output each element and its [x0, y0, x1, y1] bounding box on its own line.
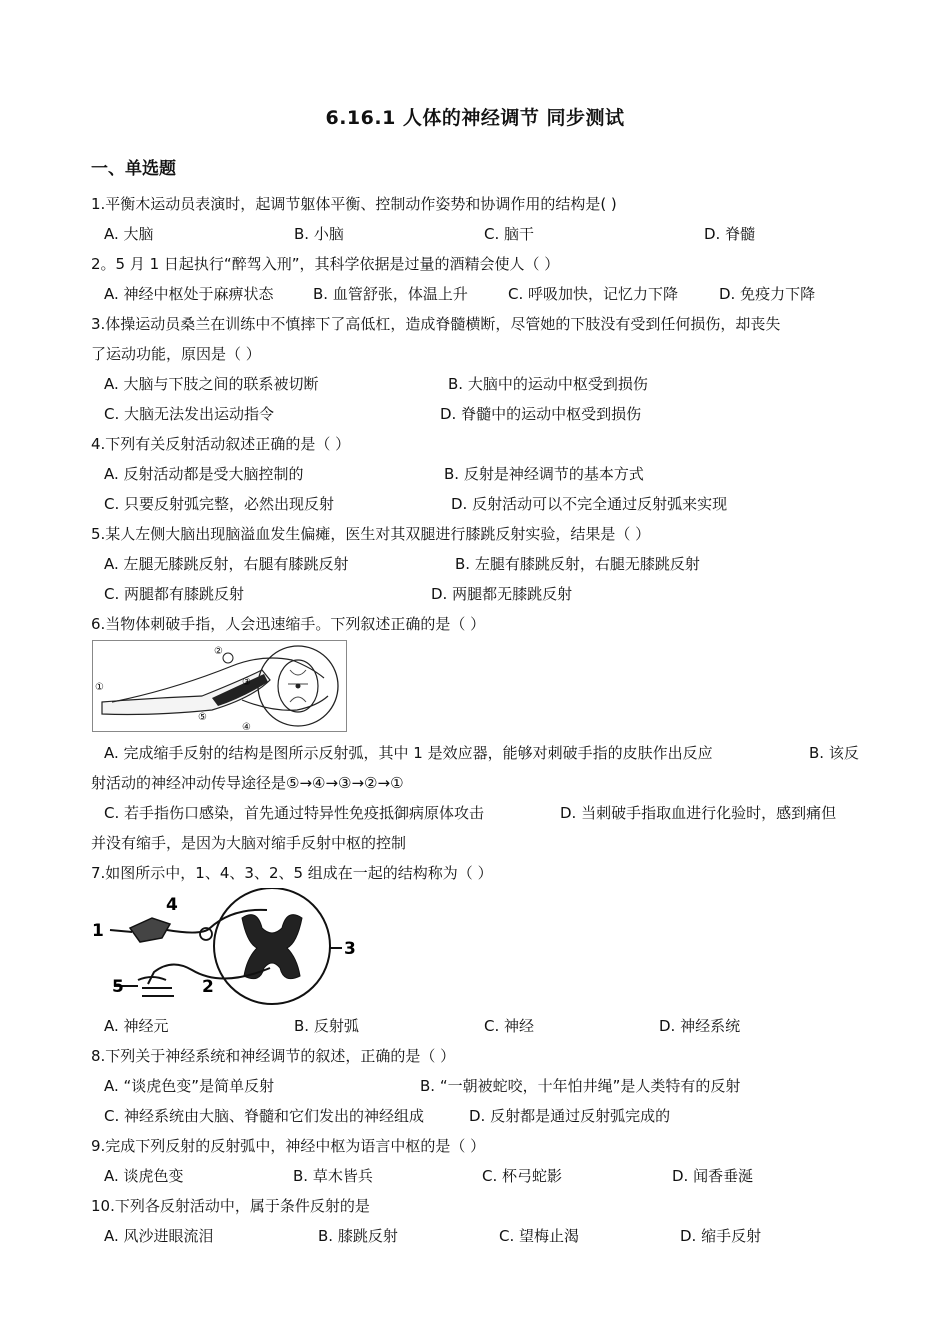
- q2-option-c[interactable]: C. 呼吸加快，记忆力下降: [508, 285, 679, 303]
- q3-option-d[interactable]: D. 脊髓中的运动中枢受到损伤: [440, 405, 642, 423]
- fig6-label-3: ③: [242, 677, 251, 688]
- q9-option-a[interactable]: A. 谈虎色变: [104, 1167, 184, 1185]
- question-3-stem: 3.体操运动员桑兰在训练中不慎摔下了高低杠，造成脊髓横断，尽管她的下肢没有受到任何损伤，却丧失: [91, 315, 781, 333]
- q6-option-c[interactable]: C. 若手指伤口感染，首先通过特异性免疫抵御病原体攻击: [104, 804, 485, 822]
- fig6-label-5: ⑤: [198, 712, 207, 723]
- question-4-stem: 4.下列有关反射活动叙述正确的是（ ）: [91, 435, 351, 453]
- q1-option-b[interactable]: B. 小脑: [294, 225, 344, 243]
- question-3-stem-cont: 了运动功能，原因是（ ）: [91, 345, 261, 363]
- fig6-label-1: ①: [95, 682, 104, 693]
- q7-option-a[interactable]: A. 神经元: [104, 1017, 169, 1035]
- q9-option-b[interactable]: B. 草木皆兵: [293, 1167, 373, 1185]
- q2-option-b[interactable]: B. 血管舒张，体温上升: [313, 285, 468, 303]
- q9-option-d[interactable]: D. 闻香垂涎: [672, 1167, 754, 1185]
- q8-option-a[interactable]: A. “谈虎色变”是简单反射: [104, 1077, 275, 1095]
- question-1-stem: 1.平衡木运动员表演时，起调节躯体平衡、控制动作姿势和协调作用的结构是( ): [91, 195, 617, 213]
- q5-option-d[interactable]: D. 两腿都无膝跳反射: [431, 585, 573, 603]
- q4-option-d[interactable]: D. 反射活动可以不完全通过反射弧来实现: [451, 495, 728, 513]
- fig7-label-5: 5: [112, 977, 124, 997]
- q8-option-c[interactable]: C. 神经系统由大脑、脊髓和它们发出的神经组成: [104, 1107, 425, 1125]
- q3-option-a[interactable]: A. 大脑与下肢之间的联系被切断: [104, 375, 319, 393]
- q1-option-a[interactable]: A. 大脑: [104, 225, 154, 243]
- q1-option-d[interactable]: D. 脊髓: [704, 225, 756, 243]
- q1-option-c[interactable]: C. 脑干: [484, 225, 535, 243]
- q7-option-c[interactable]: C. 神经: [484, 1017, 535, 1035]
- q7-option-b[interactable]: B. 反射弧: [294, 1017, 359, 1035]
- q4-option-a[interactable]: A. 反射活动都是受大脑控制的: [104, 465, 304, 483]
- q4-option-c[interactable]: C. 只要反射弧完整，必然出现反射: [104, 495, 335, 513]
- section-heading: 一、单选题: [91, 159, 176, 179]
- q10-option-d[interactable]: D. 缩手反射: [680, 1227, 762, 1245]
- q5-option-c[interactable]: C. 两腿都有膝跳反射: [104, 585, 245, 603]
- question-6-stem: 6.当物体刺破手指，人会迅速缩手。下列叙述正确的是（ ）: [91, 615, 486, 633]
- fig7-label-3: 3: [344, 939, 356, 959]
- page-title: 6.16.1 人体的神经调节 同步测试: [325, 107, 625, 129]
- q2-option-d[interactable]: D. 免疫力下降: [719, 285, 816, 303]
- fig7-label-2: 2: [202, 977, 214, 997]
- fig6-label-2: ②: [214, 646, 223, 657]
- q4-option-b[interactable]: B. 反射是神经调节的基本方式: [444, 465, 644, 483]
- q7-option-d[interactable]: D. 神经系统: [659, 1017, 741, 1035]
- q8-option-d[interactable]: D. 反射都是通过反射弧完成的: [469, 1107, 671, 1125]
- question-8-stem: 8.下列关于神经系统和神经调节的叙述，正确的是（ ）: [91, 1047, 456, 1065]
- question-10-stem: 10.下列各反射活动中，属于条件反射的是: [91, 1197, 370, 1215]
- q9-option-c[interactable]: C. 杯弓蛇影: [482, 1167, 563, 1185]
- q6-option-b[interactable]: B. 该反: [809, 744, 859, 762]
- fig7-label-4: 4: [166, 895, 178, 915]
- q6-option-a[interactable]: A. 完成缩手反射的结构是图所示反射弧，其中 1 是效应器，能够对刺破手指的皮肤作出反应: [104, 744, 713, 762]
- q6-option-d[interactable]: D. 当刺破手指取血进行化验时，感到痛但: [560, 804, 837, 822]
- fig7-label-1: 1: [92, 921, 104, 941]
- q10-option-c[interactable]: C. 望梅止渴: [499, 1227, 580, 1245]
- fig6-label-4: ④: [242, 722, 251, 732]
- q2-option-a[interactable]: A. 神经中枢处于麻痹状态: [104, 285, 274, 303]
- reflex-arc-figure-6: [92, 640, 347, 732]
- question-9-stem: 9.完成下列反射的反射弧中，神经中枢为语言中枢的是（ ）: [91, 1137, 486, 1155]
- q6-option-d-cont: 并没有缩手，是因为大脑对缩手反射中枢的控制: [91, 834, 407, 852]
- q3-option-b[interactable]: B. 大脑中的运动中枢受到损伤: [448, 375, 648, 393]
- question-2-stem: 2。5 月 1 日起执行“醉驾入刑”，其科学依据是过量的酒精会使人（ ）: [91, 255, 560, 273]
- q3-option-c[interactable]: C. 大脑无法发出运动指令: [104, 405, 275, 423]
- q8-option-b[interactable]: B. “一朝被蛇咬，十年怕井绳”是人类特有的反射: [420, 1077, 741, 1095]
- question-5-stem: 5.某人左侧大脑出现脑溢血发生偏瘫，医生对其双腿进行膝跳反射实验，结果是（ ）: [91, 525, 651, 543]
- q5-option-a[interactable]: A. 左腿无膝跳反射，右腿有膝跳反射: [104, 555, 349, 573]
- q6-option-b-cont: 射活动的神经冲动传导途径是⑤→④→③→②→①: [91, 774, 404, 792]
- q5-option-b[interactable]: B. 左腿有膝跳反射，右腿无膝跳反射: [455, 555, 700, 573]
- question-7-stem: 7.如图所示中，1、4、3、2、5 组成在一起的结构称为（ ）: [91, 864, 493, 882]
- q10-option-a[interactable]: A. 风沙进眼流泪: [104, 1227, 214, 1245]
- reflex-arc-figure-7: [92, 888, 357, 1006]
- q10-option-b[interactable]: B. 膝跳反射: [318, 1227, 398, 1245]
